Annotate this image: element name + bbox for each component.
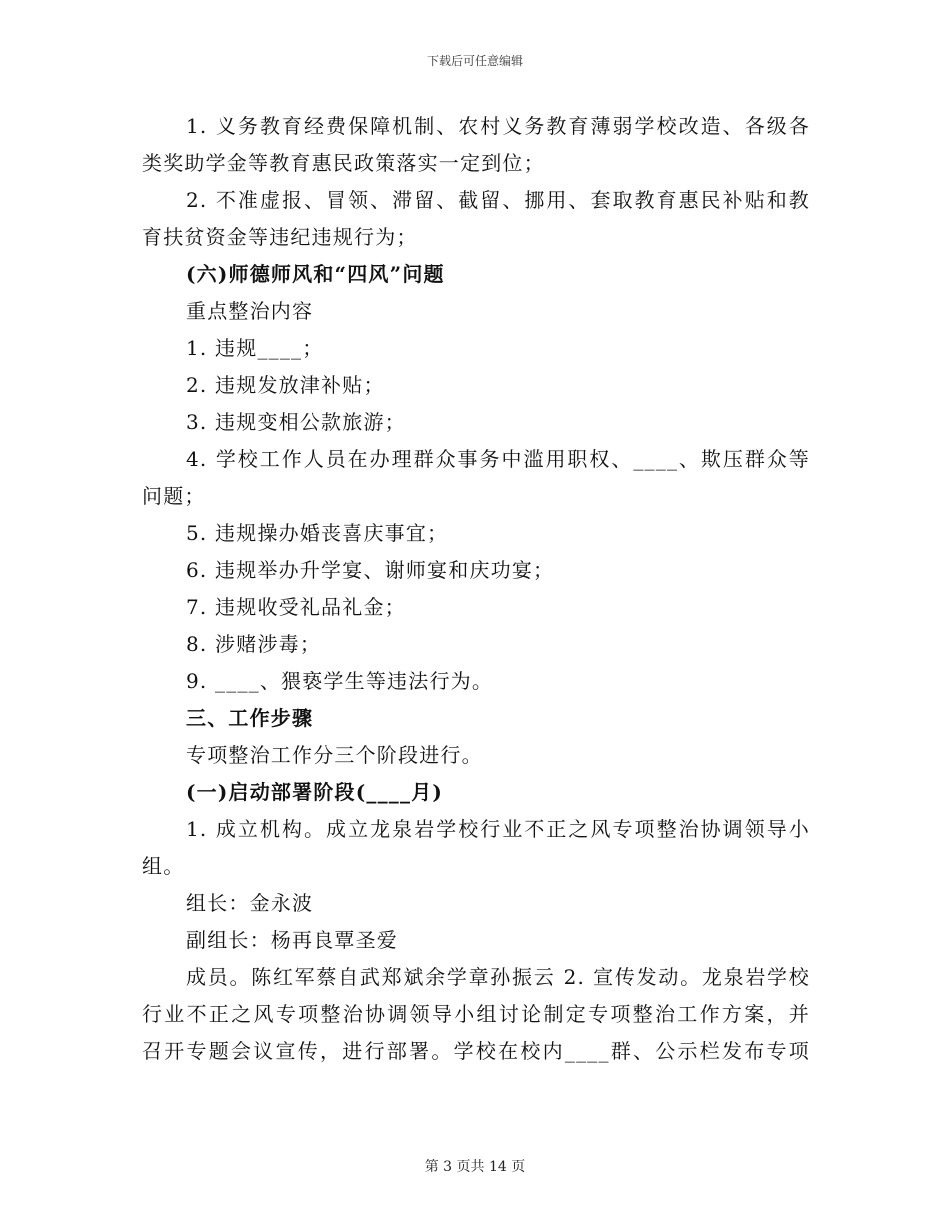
list-item: 1. 违规____； [186,336,324,360]
paragraph-line: 成员。陈红军蔡自武郑斌余学章孙振云 2. 宣传发动。龙泉岩学校 [186,965,810,989]
list-item: 4. 学校工作人员在办理群众事务中滥用职权、____、欺压群众等 [186,447,810,471]
section-heading: (一)启动部署阶段(____月) [186,780,444,804]
paragraph-line: 2. 不准虚报、冒领、滞留、截留、挪用、套取教育惠民补贴和教 [186,188,810,212]
paragraph-line: 1. 成立机构。成立龙泉岩学校行业不正之风专项整治协调领导小 [186,817,810,841]
paragraph-line: 类奖助学金等教育惠民政策落实一定到位； [142,151,545,175]
list-item: 8. 涉赌涉毒； [186,632,322,656]
paragraph-line: 召开专题会议宣传，进行部署。学校在校内____群、公示栏发布专项 [142,1039,810,1063]
list-item: 7. 违规收受礼品礼金； [186,595,406,619]
paragraph-line: 组长：金永波 [186,891,314,915]
paragraph-line: 1. 义务教育经费保障机制、农村义务教育薄弱学校改造、各级各 [186,114,810,138]
page-number: 第 3 页共 14 页 [424,1159,526,1175]
list-item: 2. 违规发放津补贴； [186,373,385,397]
list-item: 5. 违规操办婚丧喜庆事宜； [186,521,449,545]
section-heading: 三、工作步骤 [186,706,314,730]
section-heading: (六)师德师风和“四风”问题 [186,262,445,286]
paragraph-line: 专项整治工作分三个阶段进行。 [186,743,483,767]
list-item: 9. ____、猥亵学生等违法行为。 [186,669,494,693]
paragraph-line: 行业不正之风专项整治协调领导小组讨论制定专项整治工作方案，并 [142,1002,810,1026]
paragraph-line: 育扶贫资金等违纪违规行为； [142,225,418,249]
page-header: 下载后可任意编辑 [426,54,523,68]
document-body [142,108,810,1070]
paragraph-line: 组。 [142,854,185,878]
paragraph-line: 副组长：杨再良覃圣爱 [186,928,398,952]
list-item: 6. 违规举办升学宴、谢师宴和庆功宴； [186,558,555,582]
paragraph-line: 问题； [142,484,206,508]
paragraph-line: 重点整治内容 [186,299,314,323]
list-item: 3. 违规变相公款旅游； [186,410,406,434]
